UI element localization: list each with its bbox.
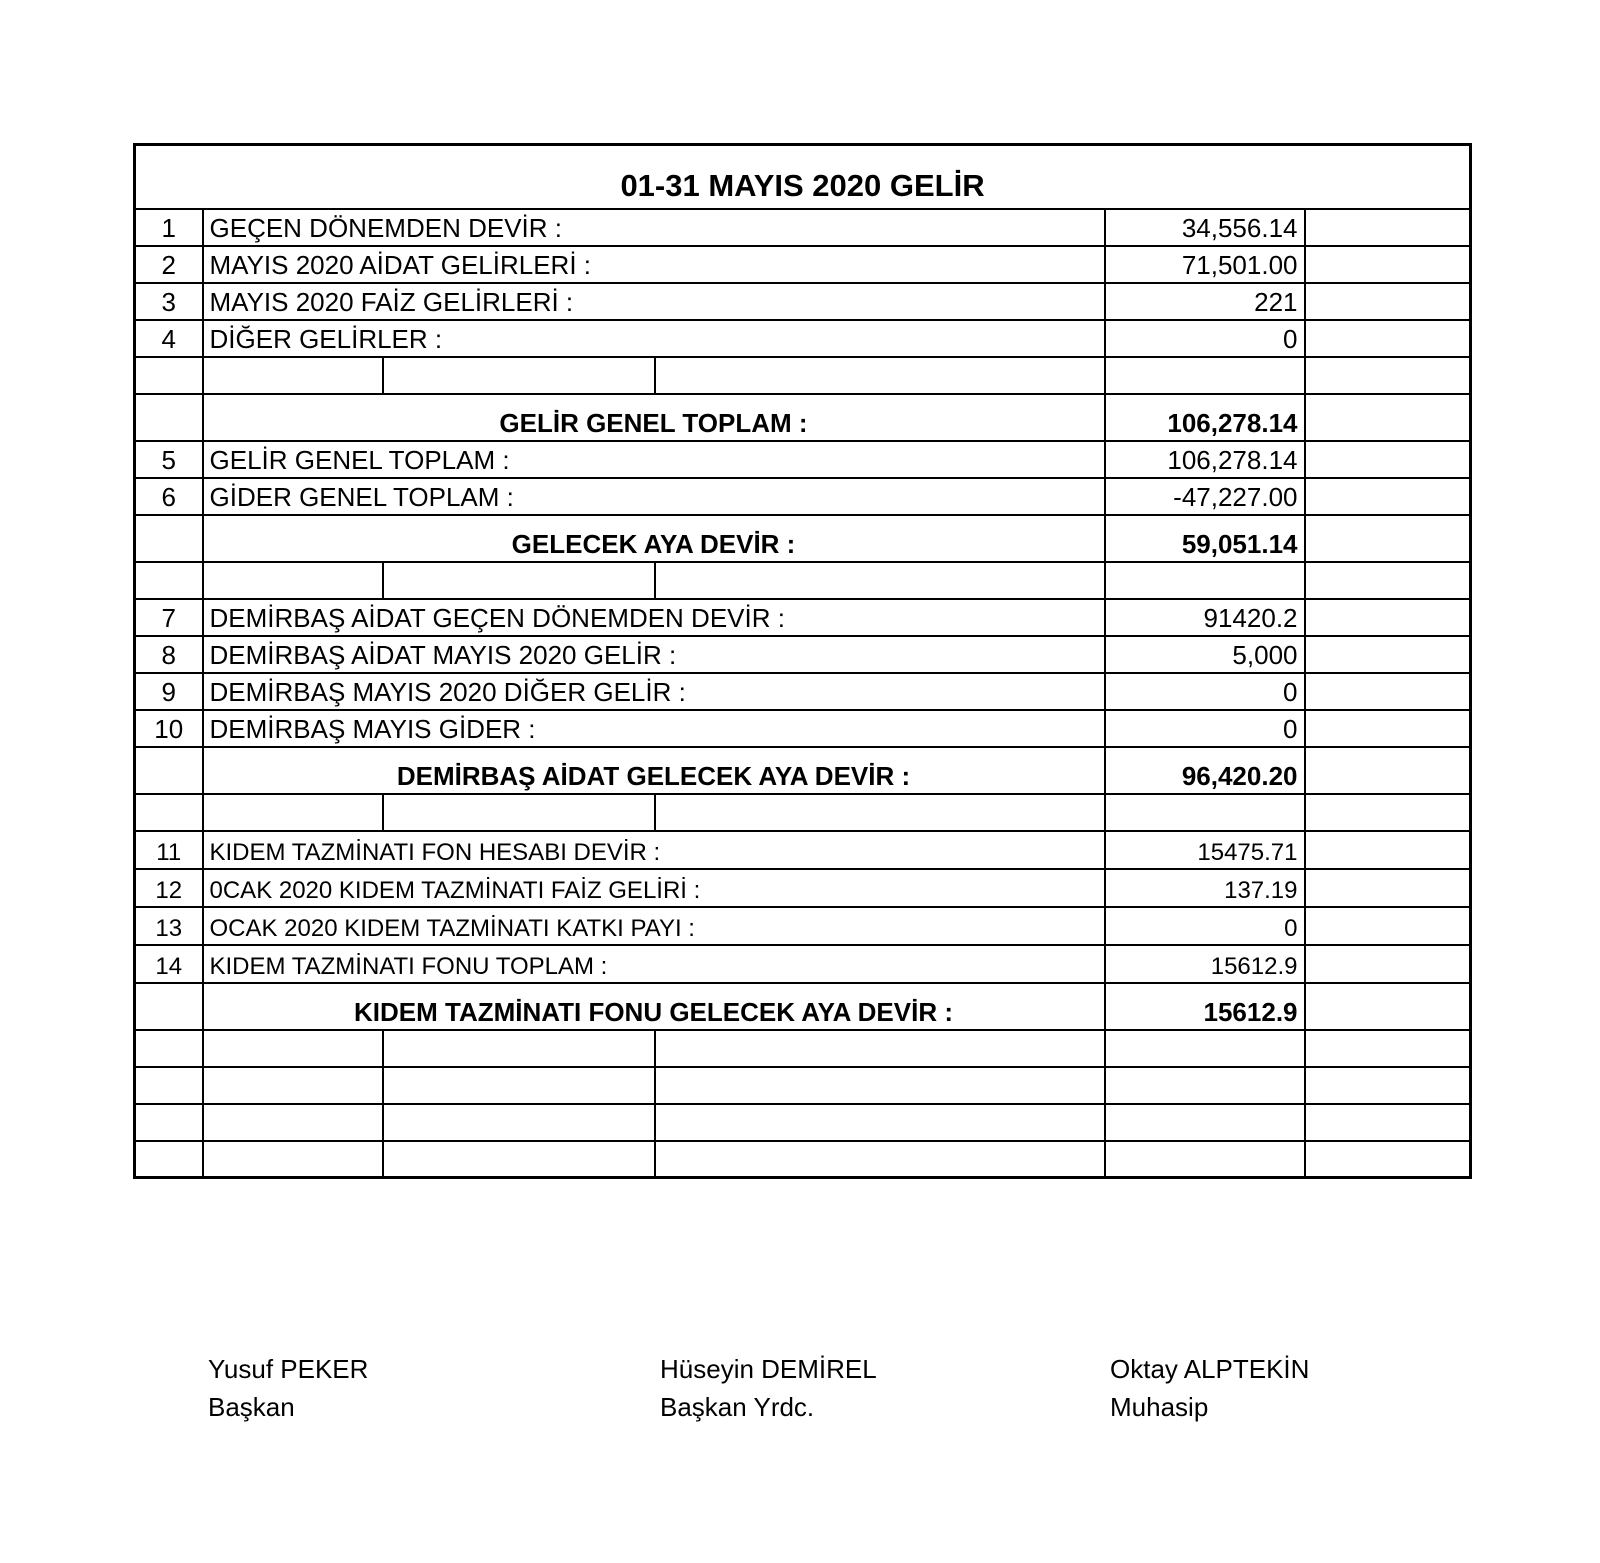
row-number: 5	[135, 441, 203, 478]
table-row	[135, 478, 1471, 515]
empty-cell	[1305, 209, 1471, 246]
empty-cell	[1305, 1030, 1471, 1067]
signatory-role: Muhasip	[1110, 1392, 1209, 1422]
balance-total-label: GELECEK AYA DEVİR :	[203, 515, 1105, 562]
row-number: 12	[135, 869, 203, 907]
severance-total-value: 15612.9	[1105, 983, 1305, 1030]
spacer-row	[135, 357, 1471, 394]
row-label: DEMİRBAŞ MAYIS GİDER :	[203, 710, 1105, 747]
empty-cell	[655, 1030, 1105, 1067]
empty-cell	[203, 1141, 383, 1178]
row-label: DEMİRBAŞ AİDAT MAYIS 2020 GELİR :	[203, 636, 1105, 673]
balance-total-value: 59,051.14	[1105, 515, 1305, 562]
signature-block	[0, 1350, 1600, 1440]
row-value: 71,501.00	[1105, 246, 1305, 283]
row-value: 34,556.14	[1105, 209, 1305, 246]
spacer-row	[135, 1104, 1471, 1141]
empty-cell	[655, 562, 1105, 599]
severance-total-row	[135, 983, 1471, 1030]
empty-cell	[1305, 869, 1471, 907]
empty-cell	[1305, 1141, 1471, 1178]
row-number: 13	[135, 907, 203, 945]
empty-cell	[1105, 1030, 1305, 1067]
empty-cell	[203, 1067, 383, 1104]
table-row	[135, 283, 1471, 320]
row-value: -47,227.00	[1105, 478, 1305, 515]
row-value: 15475.71	[1105, 831, 1305, 869]
table-row	[135, 441, 1471, 478]
row-value: 0	[1105, 320, 1305, 357]
row-number: 6	[135, 478, 203, 515]
document-title: 01-31 MAYIS 2020 GELİR	[135, 145, 1471, 209]
empty-cell	[1105, 1141, 1305, 1178]
empty-cell	[383, 794, 655, 831]
row-number: 11	[135, 831, 203, 869]
table-row	[135, 907, 1471, 945]
table-row	[135, 869, 1471, 907]
title-row	[135, 145, 1471, 209]
signatory-name: Oktay ALPTEKİN	[1110, 1354, 1310, 1384]
balance-total-row	[135, 515, 1471, 562]
empty-cell	[203, 357, 383, 394]
signature-vice-president	[660, 1350, 877, 1426]
income-statement-sheet	[133, 143, 1472, 1179]
spacer-row	[135, 562, 1471, 599]
empty-cell	[1305, 983, 1471, 1030]
empty-cell	[1105, 562, 1305, 599]
empty-cell	[1305, 357, 1471, 394]
table-row	[135, 831, 1471, 869]
empty-cell	[1305, 246, 1471, 283]
empty-cell	[135, 1067, 203, 1104]
empty-cell	[655, 1141, 1105, 1178]
empty-cell	[655, 1067, 1105, 1104]
empty-cell	[203, 794, 383, 831]
empty-cell	[1105, 357, 1305, 394]
empty-cell	[1305, 1067, 1471, 1104]
signature-accountant	[1110, 1350, 1309, 1426]
row-number: 14	[135, 945, 203, 983]
empty-cell	[655, 794, 1105, 831]
row-value: 0	[1105, 907, 1305, 945]
row-value: 0	[1105, 673, 1305, 710]
row-value: 5,000	[1105, 636, 1305, 673]
income-statement-table	[133, 143, 1472, 1179]
row-label: 0CAK 2020 KIDEM TAZMİNATI FAİZ GELİRİ :	[203, 869, 1105, 907]
empty-cell	[1105, 1067, 1305, 1104]
row-number: 8	[135, 636, 203, 673]
row-number: 4	[135, 320, 203, 357]
table-row	[135, 599, 1471, 636]
table-row	[135, 945, 1471, 983]
row-label: DİĞER GELİRLER :	[203, 320, 1105, 357]
income-total-label: GELİR GENEL TOPLAM :	[203, 394, 1105, 441]
empty-cell	[135, 515, 203, 562]
table-row	[135, 710, 1471, 747]
fixture-total-row	[135, 747, 1471, 794]
row-label: GEÇEN DÖNEMDEN DEVİR :	[203, 209, 1105, 246]
empty-cell	[1305, 515, 1471, 562]
signatory-name: Hüseyin DEMİREL	[660, 1354, 877, 1384]
empty-cell	[1305, 794, 1471, 831]
empty-cell	[1305, 1104, 1471, 1141]
empty-cell	[1305, 831, 1471, 869]
income-total-value: 106,278.14	[1105, 394, 1305, 441]
row-value: 0	[1105, 710, 1305, 747]
signature-president	[208, 1350, 368, 1426]
empty-cell	[383, 1067, 655, 1104]
empty-cell	[1305, 747, 1471, 794]
fixture-total-label: DEMİRBAŞ AİDAT GELECEK AYA DEVİR :	[203, 747, 1105, 794]
empty-cell	[655, 357, 1105, 394]
row-value: 91420.2	[1105, 599, 1305, 636]
empty-cell	[1105, 1104, 1305, 1141]
empty-cell	[383, 1104, 655, 1141]
row-value: 106,278.14	[1105, 441, 1305, 478]
row-label: KIDEM TAZMİNATI FON HESABI DEVİR :	[203, 831, 1105, 869]
empty-cell	[1305, 945, 1471, 983]
signatory-name: Yusuf PEKER	[208, 1354, 369, 1384]
table-row	[135, 246, 1471, 283]
spacer-row	[135, 794, 1471, 831]
empty-cell	[1305, 599, 1471, 636]
spacer-row	[135, 1067, 1471, 1104]
empty-cell	[383, 562, 655, 599]
row-value: 137.19	[1105, 869, 1305, 907]
row-label: KIDEM TAZMİNATI FONU TOPLAM :	[203, 945, 1105, 983]
row-label: GİDER GENEL TOPLAM :	[203, 478, 1105, 515]
empty-cell	[1305, 562, 1471, 599]
empty-cell	[1305, 673, 1471, 710]
empty-cell	[135, 357, 203, 394]
empty-cell	[1305, 710, 1471, 747]
row-label: DEMİRBAŞ AİDAT GEÇEN DÖNEMDEN DEVİR :	[203, 599, 1105, 636]
empty-cell	[135, 562, 203, 599]
empty-cell	[135, 1030, 203, 1067]
empty-cell	[1305, 441, 1471, 478]
empty-cell	[1305, 394, 1471, 441]
row-number: 10	[135, 710, 203, 747]
empty-cell	[1105, 794, 1305, 831]
row-number: 1	[135, 209, 203, 246]
empty-cell	[1305, 283, 1471, 320]
empty-cell	[655, 1104, 1105, 1141]
spacer-row	[135, 1030, 1471, 1067]
fixture-total-value: 96,420.20	[1105, 747, 1305, 794]
empty-cell	[135, 394, 203, 441]
row-value: 15612.9	[1105, 945, 1305, 983]
signatory-role: Başkan	[208, 1392, 295, 1422]
table-row	[135, 673, 1471, 710]
empty-cell	[383, 1141, 655, 1178]
row-label: DEMİRBAŞ MAYIS 2020 DİĞER GELİR :	[203, 673, 1105, 710]
row-label: OCAK 2020 KIDEM TAZMİNATI KATKI PAYI :	[203, 907, 1105, 945]
empty-cell	[203, 1104, 383, 1141]
table-row	[135, 636, 1471, 673]
empty-cell	[135, 983, 203, 1030]
empty-cell	[203, 562, 383, 599]
row-number: 3	[135, 283, 203, 320]
row-number: 9	[135, 673, 203, 710]
row-label: GELİR GENEL TOPLAM :	[203, 441, 1105, 478]
table-row	[135, 320, 1471, 357]
empty-cell	[383, 357, 655, 394]
severance-total-label: KIDEM TAZMİNATI FONU GELECEK AYA DEVİR :	[203, 983, 1105, 1030]
empty-cell	[135, 1141, 203, 1178]
empty-cell	[1305, 907, 1471, 945]
empty-cell	[135, 747, 203, 794]
row-number: 7	[135, 599, 203, 636]
empty-cell	[383, 1030, 655, 1067]
table-row	[135, 209, 1471, 246]
empty-cell	[135, 794, 203, 831]
row-label: MAYIS 2020 AİDAT GELİRLERİ :	[203, 246, 1105, 283]
row-label: MAYIS 2020 FAİZ GELİRLERİ :	[203, 283, 1105, 320]
empty-cell	[1305, 320, 1471, 357]
income-total-row	[135, 394, 1471, 441]
empty-cell	[203, 1030, 383, 1067]
empty-cell	[1305, 636, 1471, 673]
signatory-role: Başkan Yrdc.	[660, 1392, 815, 1422]
row-value: 221	[1105, 283, 1305, 320]
row-number: 2	[135, 246, 203, 283]
empty-cell	[1305, 478, 1471, 515]
empty-cell	[135, 1104, 203, 1141]
spacer-row	[135, 1141, 1471, 1178]
